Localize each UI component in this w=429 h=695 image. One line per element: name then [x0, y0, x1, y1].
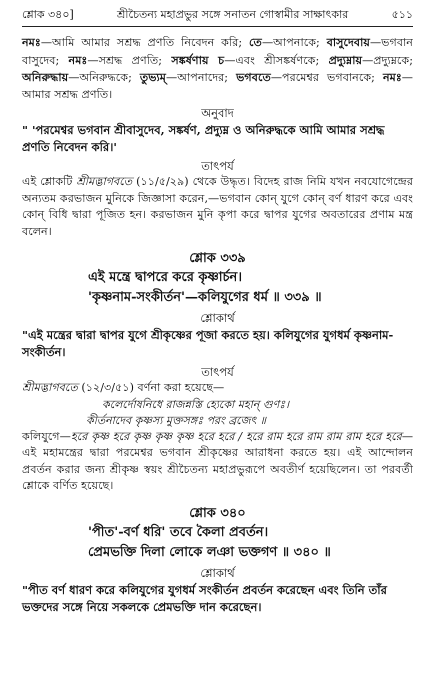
syn-meaning: —এবং শ্রীসঙ্কর্ষণকে; — [224, 53, 329, 67]
syn-meaning: —পরমেশ্বর ভগবানকে; — [270, 71, 383, 84]
verse-line: প্রেমভক্তি দিলা লোকে লঞা ভক্তগণ ॥ ৩৪০ ॥ — [88, 544, 331, 560]
purport-paragraph — [22, 429, 413, 495]
scripture-name: শ্রীমদ্ভাগবতে — [76, 175, 133, 188]
purport-text: (১১/৫/২৯) থেকে উদ্ধৃত। বিদেহ রাজ নিমি যখন নবযোগেন্দ্রের অন্যতম করভাজন মুনিকে জিজ্ঞাসা করেন,—ভগবান কোন্ যুগে কোন্ বর্ণ ধারণ করে এবং কোন্ বিধি দ্বারা পূজিত হন। করভাজন মুনি কৃপা করে দ্বাপর যুগের অবতারের প্রণাম মন্ত্র বলেন। — [22, 175, 413, 238]
section-heading-translation: অনুবাদ — [201, 106, 234, 120]
syn-meaning: আমার সশ্রদ্ধ প্রণতি। — [22, 87, 113, 101]
purport-intro — [22, 380, 413, 397]
verse-meaning-text: "এই মন্ত্রের দ্বারা দ্বাপর যুগে শ্রীকৃষ্ণের পূজা করতে হয়। কলিযুগের যুগধর্ম কৃষ্ণনাম-সংকীর্তন। — [22, 328, 394, 359]
section-heading-purport: তাৎপর্য — [201, 159, 234, 173]
section-heading-purport: তাৎপর্য — [201, 365, 234, 379]
verse-line: 'কৃষ্ণনাম-সংকীর্তন'—কলিযুগের ধর্ম ॥ ৩৩৯ ॥ — [88, 290, 322, 305]
verse-meaning-text: "পীত বর্ণ ধারণ করে কলিযুগের যুগধর্ম সংকীর্তন প্রবর্তন করেছেন এবং তিনি তাঁর ভক্তদের সঙ্গে নিয়ে সকলকে প্রেমভক্তি দান করেছেন। — [22, 582, 387, 614]
syn-word: প্রদ্যুম্নায় — [328, 52, 363, 67]
purport-text: এই শ্লোকটি — [22, 175, 77, 188]
synonyms-paragraph — [22, 34, 413, 103]
verse-line: এই মন্ত্রে দ্বাপরে করে কৃষ্ণার্চন। — [88, 270, 242, 285]
syn-meaning: —আপনাকে; — [261, 36, 327, 49]
purport-text: —এই মহামন্ত্রের দ্বারা পরমেশ্বর ভগবান শ্রীকৃষ্ণের আরাধনা করতে হয়। এই আন্দোলন প্রবর্তন করার জন্য শ্রীকৃষ্ণ স্বয়ং শ্রীচৈতন্য মহাপ্রভুরূপে অবতীর্ণ হয়েছিলেন। তা পরবর্তী শ্লোকে বর্ণিত হয়েছে। — [22, 429, 413, 492]
syn-word: নমঃ — [68, 52, 88, 67]
verse-line: 'পীত'-বর্ণ ধরি' তবে কৈলা প্রবর্তন। — [88, 524, 269, 540]
syn-word: বাসুদেবায় — [326, 35, 370, 49]
running-header — [22, 8, 413, 27]
syn-word: নমঃ — [22, 35, 41, 49]
syn-meaning: —আপনাদের; — [166, 71, 237, 84]
syn-word: তে — [249, 35, 262, 49]
syn-meaning: —আমি আমার সশ্রদ্ধ প্রণতি নিবেদন করি; — [40, 36, 250, 49]
maha-mantra: হরে কৃষ্ণ হরে কৃষ্ণ কৃষ্ণ কৃষ্ণ হরে হরে / হরে রাম হরে রাম রাম রাম হরে হরে — [70, 429, 402, 443]
quoted-verse-line: কলের্দোষনিধে রাজন্নস্তি হ্যেকো মহান্ গুণঃ। — [102, 397, 290, 411]
syn-word: তুভ্যম্ — [139, 70, 167, 84]
verse-heading: শ্লোক ৩৪০ — [189, 505, 246, 521]
syn-meaning: —ভগবান — [369, 36, 413, 49]
header-verse-ref: শ্লোক ৩৪০] — [22, 8, 74, 21]
syn-meaning: — — [401, 71, 413, 84]
syn-meaning: —সশ্রদ্ধ প্রণতি; — [87, 53, 172, 67]
purport-paragraph — [22, 174, 413, 240]
purport-text: (১২/৩/৫১) বর্ণনা করা হয়েছে— — [77, 381, 225, 394]
verse-heading: শ্লোক ৩৩৯ — [189, 251, 246, 266]
scripture-name: শ্রীমদ্ভাগবতে — [22, 381, 78, 394]
section-heading-meaning: শ্লোকার্থ — [200, 311, 235, 325]
header-title: শ্রীচৈতন্য মহাপ্রভুর সঙ্গে সনাতন গোস্বামীর সাক্ষাৎকার — [117, 8, 349, 21]
syn-meaning: বাসুদেব; — [22, 53, 69, 67]
purport-text: কলিযুগে— — [22, 429, 71, 443]
syn-word: সঙ্কর্ষণায় চ — [171, 52, 225, 67]
syn-meaning: —প্রদ্যুম্নকে; — [362, 53, 414, 67]
syn-word: নমঃ — [382, 70, 402, 84]
syn-word: ভগবতে — [236, 70, 271, 84]
page-number: ৫১১ — [391, 8, 413, 21]
syn-meaning: —অনিরুদ্ধকে; — [68, 71, 140, 84]
quoted-verse-line: কীর্তনাদেব কৃষ্ণস্য মুক্তসঙ্গঃ পরং ব্রজেৎ ॥ — [86, 413, 267, 427]
section-heading-meaning: শ্লোকার্থ — [200, 565, 235, 580]
translation-text: " 'পরমেশ্বর ভগবান শ্রীবাসুদেব, সঙ্কর্ষণ, প্রদ্যুম্ন ও অনিরুদ্ধকে আমি আমার সশ্রদ্ধ প্রণতি নিবেদন করি।' — [22, 123, 385, 154]
syn-word: অনিরুদ্ধায় — [22, 70, 69, 84]
